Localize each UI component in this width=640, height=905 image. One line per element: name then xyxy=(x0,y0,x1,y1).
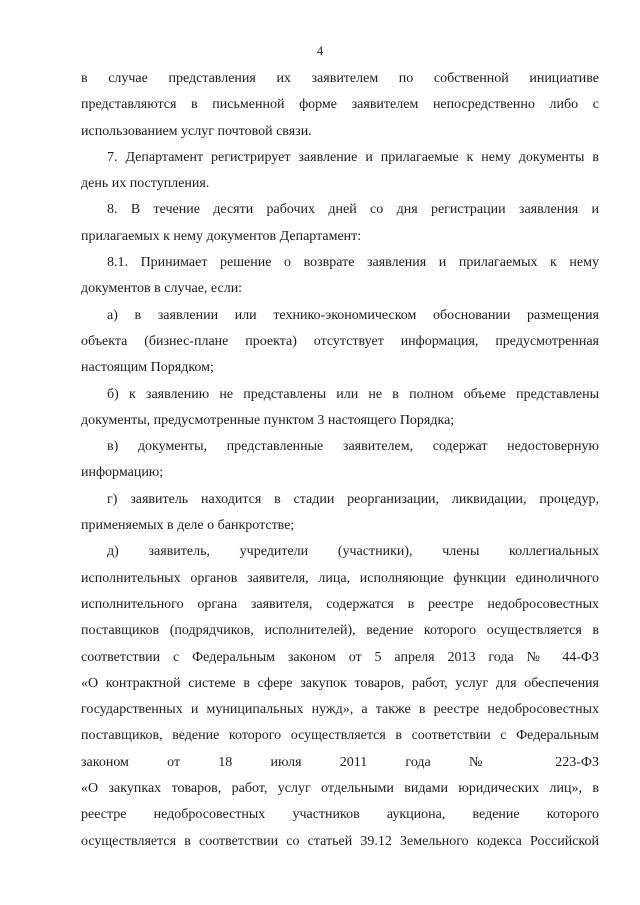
text-line: г) заявитель находится в стадии реорганизации, ликвидации, процедур, xyxy=(107,491,599,507)
text-line: государственных и муниципальных нужд», а также в реестре недобросовестных xyxy=(81,702,599,718)
text-line: исполнительного органа заявителя, содержатся в реестре недобросовестных xyxy=(81,596,599,612)
text-line: «О контрактной системе в сфере закупок товаров, работ, услуг для обеспечения xyxy=(81,675,599,691)
text-line: осуществляется в соответствии со статьей 39.12 Земельного кодекса Российской xyxy=(81,833,599,849)
text-line: б) к заявлению не представлены или не в полном объеме представлены xyxy=(107,386,599,402)
text-line: в) документы, представленные заявителем, содержат недостоверную xyxy=(107,439,599,455)
text-line: объекта (бизнес-плане проекта) отсутствует информация, предусмотренная xyxy=(81,333,599,349)
text-line: исполнительных органов заявителя, лица, исполняющие функции единоличного xyxy=(81,570,599,586)
text-line: 7. Департамент регистрирует заявление и прилагаемые к нему документы в xyxy=(107,149,599,165)
text-line: представляются в письменной форме заявителем непосредственно либо с xyxy=(81,97,599,113)
page-number: 4 xyxy=(316,44,324,58)
text-line: реестре недобросовестных участников аукциона, ведение которого xyxy=(81,807,599,823)
text-line: настоящим Порядком; xyxy=(81,360,214,376)
text-line: 8. В течение десяти рабочих дней со дня регистрации заявления и xyxy=(107,202,599,218)
text-line: использованием услуг почтовой связи. xyxy=(81,123,312,139)
text-line: соответствии с Федеральным законом от 5 апреля 2013 года № 44-ФЗ xyxy=(81,649,599,665)
text-line: информацию; xyxy=(81,465,164,481)
text-line: 8.1. Принимает решение о возврате заявления и прилагаемых к нему xyxy=(107,255,599,271)
text-line: д) заявитель, учредители (участники), члены коллегиальных xyxy=(107,544,599,560)
text-line: законом от 18 июля 2011 года № 223-ФЗ xyxy=(81,754,599,770)
text-line: документов в случае, если: xyxy=(81,281,243,297)
text-line: «О закупках товаров, работ, услуг отдельными видами юридических лиц», в xyxy=(81,781,599,797)
text-line: прилагаемых к нему документов Департамент: xyxy=(81,228,362,244)
document-body xyxy=(81,66,599,855)
text-line: документы, предусмотренные пунктом 3 настоящего Порядка; xyxy=(81,412,455,428)
text-line: поставщиков (подрядчиков, исполнителей), ведение которого осуществляется в xyxy=(81,623,599,639)
text-line: применяемых в деле о банкротстве; xyxy=(81,518,295,534)
text-line: день их поступления. xyxy=(81,176,210,192)
text-line: а) в заявлении или технико-экономическом обосновании размещения xyxy=(107,307,599,323)
text-line: в случае представления их заявителем по собственной инициативе xyxy=(81,71,599,86)
text-line: поставщиков, ведение которого осуществляется в соответствии с Федеральным xyxy=(81,728,599,744)
